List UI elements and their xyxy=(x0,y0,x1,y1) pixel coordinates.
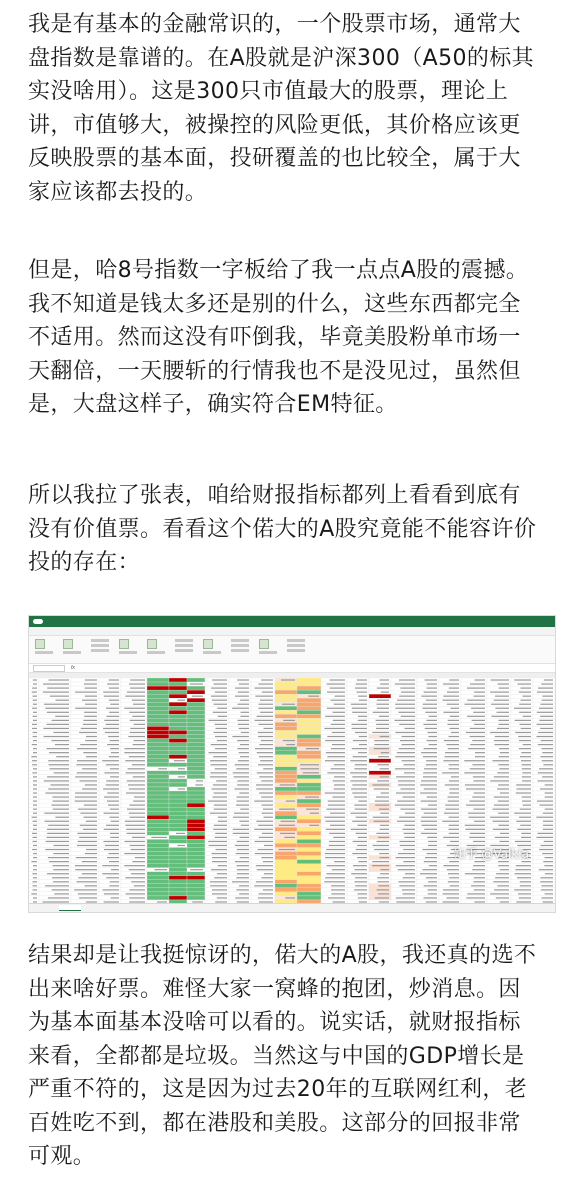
text-line: 来看，全都都是垃圾。当然这与中国的GDP增长是 xyxy=(28,1043,525,1069)
text-line: 反映股票的基本面，投研覆盖的也比较全，属于大 xyxy=(28,146,521,171)
sheet-tabs xyxy=(29,903,555,912)
text-line: 严重不符的，这是因为过去20年的互联网红利，老 xyxy=(28,1077,528,1102)
autosave-toggle-icon xyxy=(33,619,43,624)
ribbon-tabs xyxy=(29,627,555,636)
text-line: 是，大盘这样子，确实符合EM特征。 xyxy=(28,392,398,417)
excel-title-bar xyxy=(29,616,555,627)
paragraph-1 xyxy=(28,8,558,209)
text-line: 没有价值票。看看这个偌大的A股究竟能不能容许价 xyxy=(28,516,537,542)
text-line: 我不知道是钱太多还是别的什么，这些东西都完全 xyxy=(28,291,521,317)
text-line: 盘指数是靠谱的。在A股就是沪深300（A50的标其 xyxy=(28,45,535,71)
text-line: 可观。 xyxy=(28,1144,96,1169)
text-line: 不适用。然而这没有吓倒我，毕竟美股粉单市场一 xyxy=(28,325,521,350)
sheet-tab xyxy=(59,905,81,911)
text-line: 讲，市值够大，被操控的风险更低，其价格应该更 xyxy=(28,112,521,138)
text-line: 投的存在： xyxy=(28,550,141,575)
text-line: 实没啥用）。这是300只市值最大的股票，理论上 xyxy=(28,79,509,104)
text-line: 百姓吃不到，都在港股和美股。这部分的回报非常 xyxy=(28,1110,521,1136)
data-grid xyxy=(29,678,555,904)
formula-bar: fx xyxy=(29,664,555,673)
text-line: 天翻倍，一天腰斩的行情我也不是没见过，虽然但 xyxy=(28,358,521,384)
text-line: 为基本面基本没啥可以看的。说实话，就财报指标 xyxy=(28,1010,521,1035)
spreadsheet-screenshot xyxy=(28,615,556,913)
text-line: 家应该都去投的。 xyxy=(28,179,208,205)
text-line: 出来啥好票。难怪大家一窝蜂的抱团，炒消息。因 xyxy=(28,976,521,1002)
ribbon-toolbar xyxy=(29,636,555,664)
text-line: 但是，哈8号指数一字板给了我一点点A股的震撼。 xyxy=(28,258,529,283)
text-line: 所以我拉了张表，咱给财报指标都列上看看到底有 xyxy=(28,483,521,508)
paragraph-3 xyxy=(28,479,558,580)
text-line: 结果却是让我挺惊讶的，偌大的A股，我还真的选不 xyxy=(28,943,537,968)
paragraph-2 xyxy=(28,254,558,422)
text-line: 我是有基本的金融常识的，一个股票市场，通常大 xyxy=(28,12,521,37)
paragraph-4 xyxy=(28,939,558,1174)
watermark: 知乎 @Valkla xyxy=(453,847,529,861)
